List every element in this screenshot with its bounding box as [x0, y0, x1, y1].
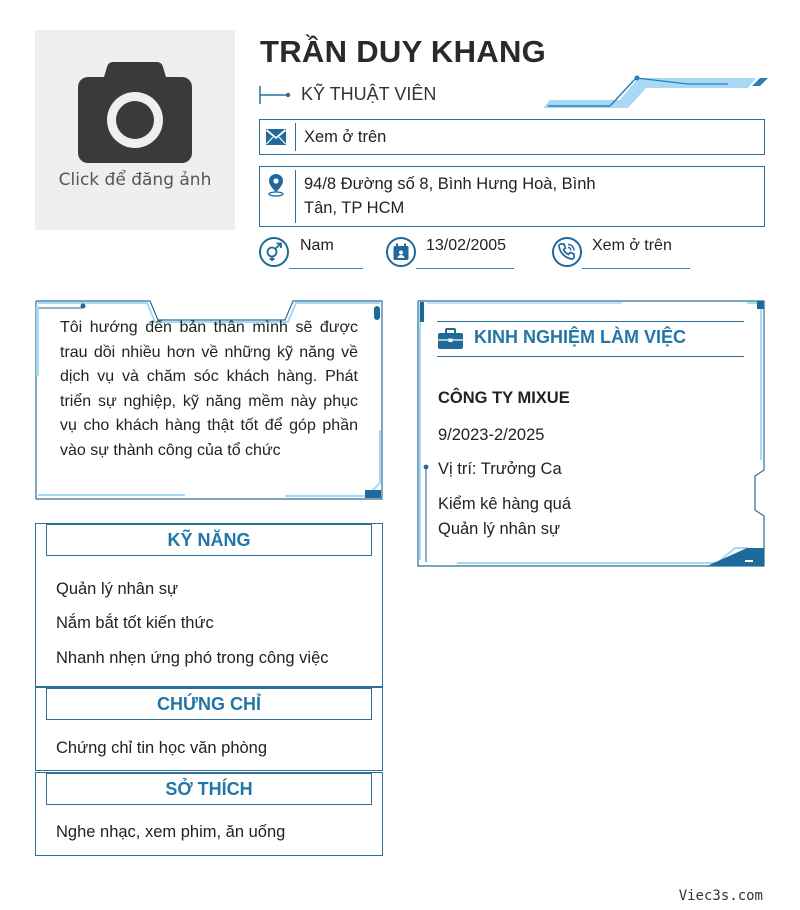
skills-section	[35, 523, 383, 687]
footer-brand: Viec3s.com	[678, 888, 763, 904]
gender-icon	[264, 242, 284, 262]
gender-field	[259, 237, 369, 277]
calendar-icon	[392, 243, 410, 261]
hobbies-section	[35, 772, 383, 856]
work-period: 9/2023-2/2025	[438, 426, 545, 444]
certificates-heading: CHỨNG CHỈ	[46, 688, 372, 720]
skill-item: Nắm bắt tốt kiến thức	[56, 614, 214, 632]
duty-item: Kiểm kê hàng quá	[438, 495, 572, 513]
hobbies-heading: SỞ THÍCH	[46, 773, 372, 805]
email-value: Xem ở trên	[304, 128, 387, 146]
position: Vị trí: Trưởng Ca	[438, 460, 562, 478]
experience-heading: KINH NGHIỆM LÀM VIỆC	[474, 327, 687, 347]
address-row	[259, 166, 765, 227]
objective-text: Tôi hướng đến bản thân mình sẽ được trau dồi nhiều hơn về những kỹ năng về dịch vụ và chăm sóc khách hàng. Phát triển sự nghiệp, kỹ năng mềm này phục vụ cho khách hàng thật tốt để góp phần vào sự thành công của tổ chức	[60, 319, 358, 459]
candidate-name: TRẦN DUY KHANG	[260, 34, 547, 69]
envelope-icon	[265, 128, 287, 146]
phone-value: Xem ở trên	[592, 237, 672, 254]
phone-icon	[557, 242, 577, 262]
photo-caption: Click để đăng ảnh	[58, 170, 212, 190]
certificates-section	[35, 687, 383, 771]
location-pin-icon	[266, 173, 286, 197]
company-name: CÔNG TY MIXUE	[438, 389, 570, 407]
skills-heading: KỸ NĂNG	[46, 524, 372, 556]
decorative-circuit	[538, 74, 770, 114]
skill-item: Quản lý nhân sự	[56, 580, 179, 598]
title-marker-icon	[258, 84, 294, 106]
experience-section	[417, 300, 765, 567]
skill-item: Nhanh nhẹn ứng phó trong công việc	[56, 649, 329, 667]
birthday-value: 13/02/2005	[426, 237, 507, 254]
duty-item: Quản lý nhân sự	[438, 520, 561, 538]
avatar-upload[interactable]	[35, 30, 235, 230]
briefcase-icon	[437, 328, 464, 350]
job-title: KỸ THUẬT VIÊN	[301, 84, 437, 104]
gender-value: Nam	[300, 237, 334, 254]
email-row	[259, 119, 765, 155]
camera-icon	[75, 60, 195, 165]
certificate-item: Chứng chỉ tin học văn phòng	[56, 739, 268, 757]
birthday-field	[386, 237, 521, 277]
address-line-1: 94/8 Đường số 8, Bình Hưng Hoà, Bình	[304, 175, 596, 193]
career-objective	[35, 300, 383, 500]
hobby-item: Nghe nhạc, xem phim, ăn uống	[56, 823, 286, 841]
address-line-2: Tân, TP HCM	[304, 199, 405, 217]
phone-field	[552, 237, 692, 277]
